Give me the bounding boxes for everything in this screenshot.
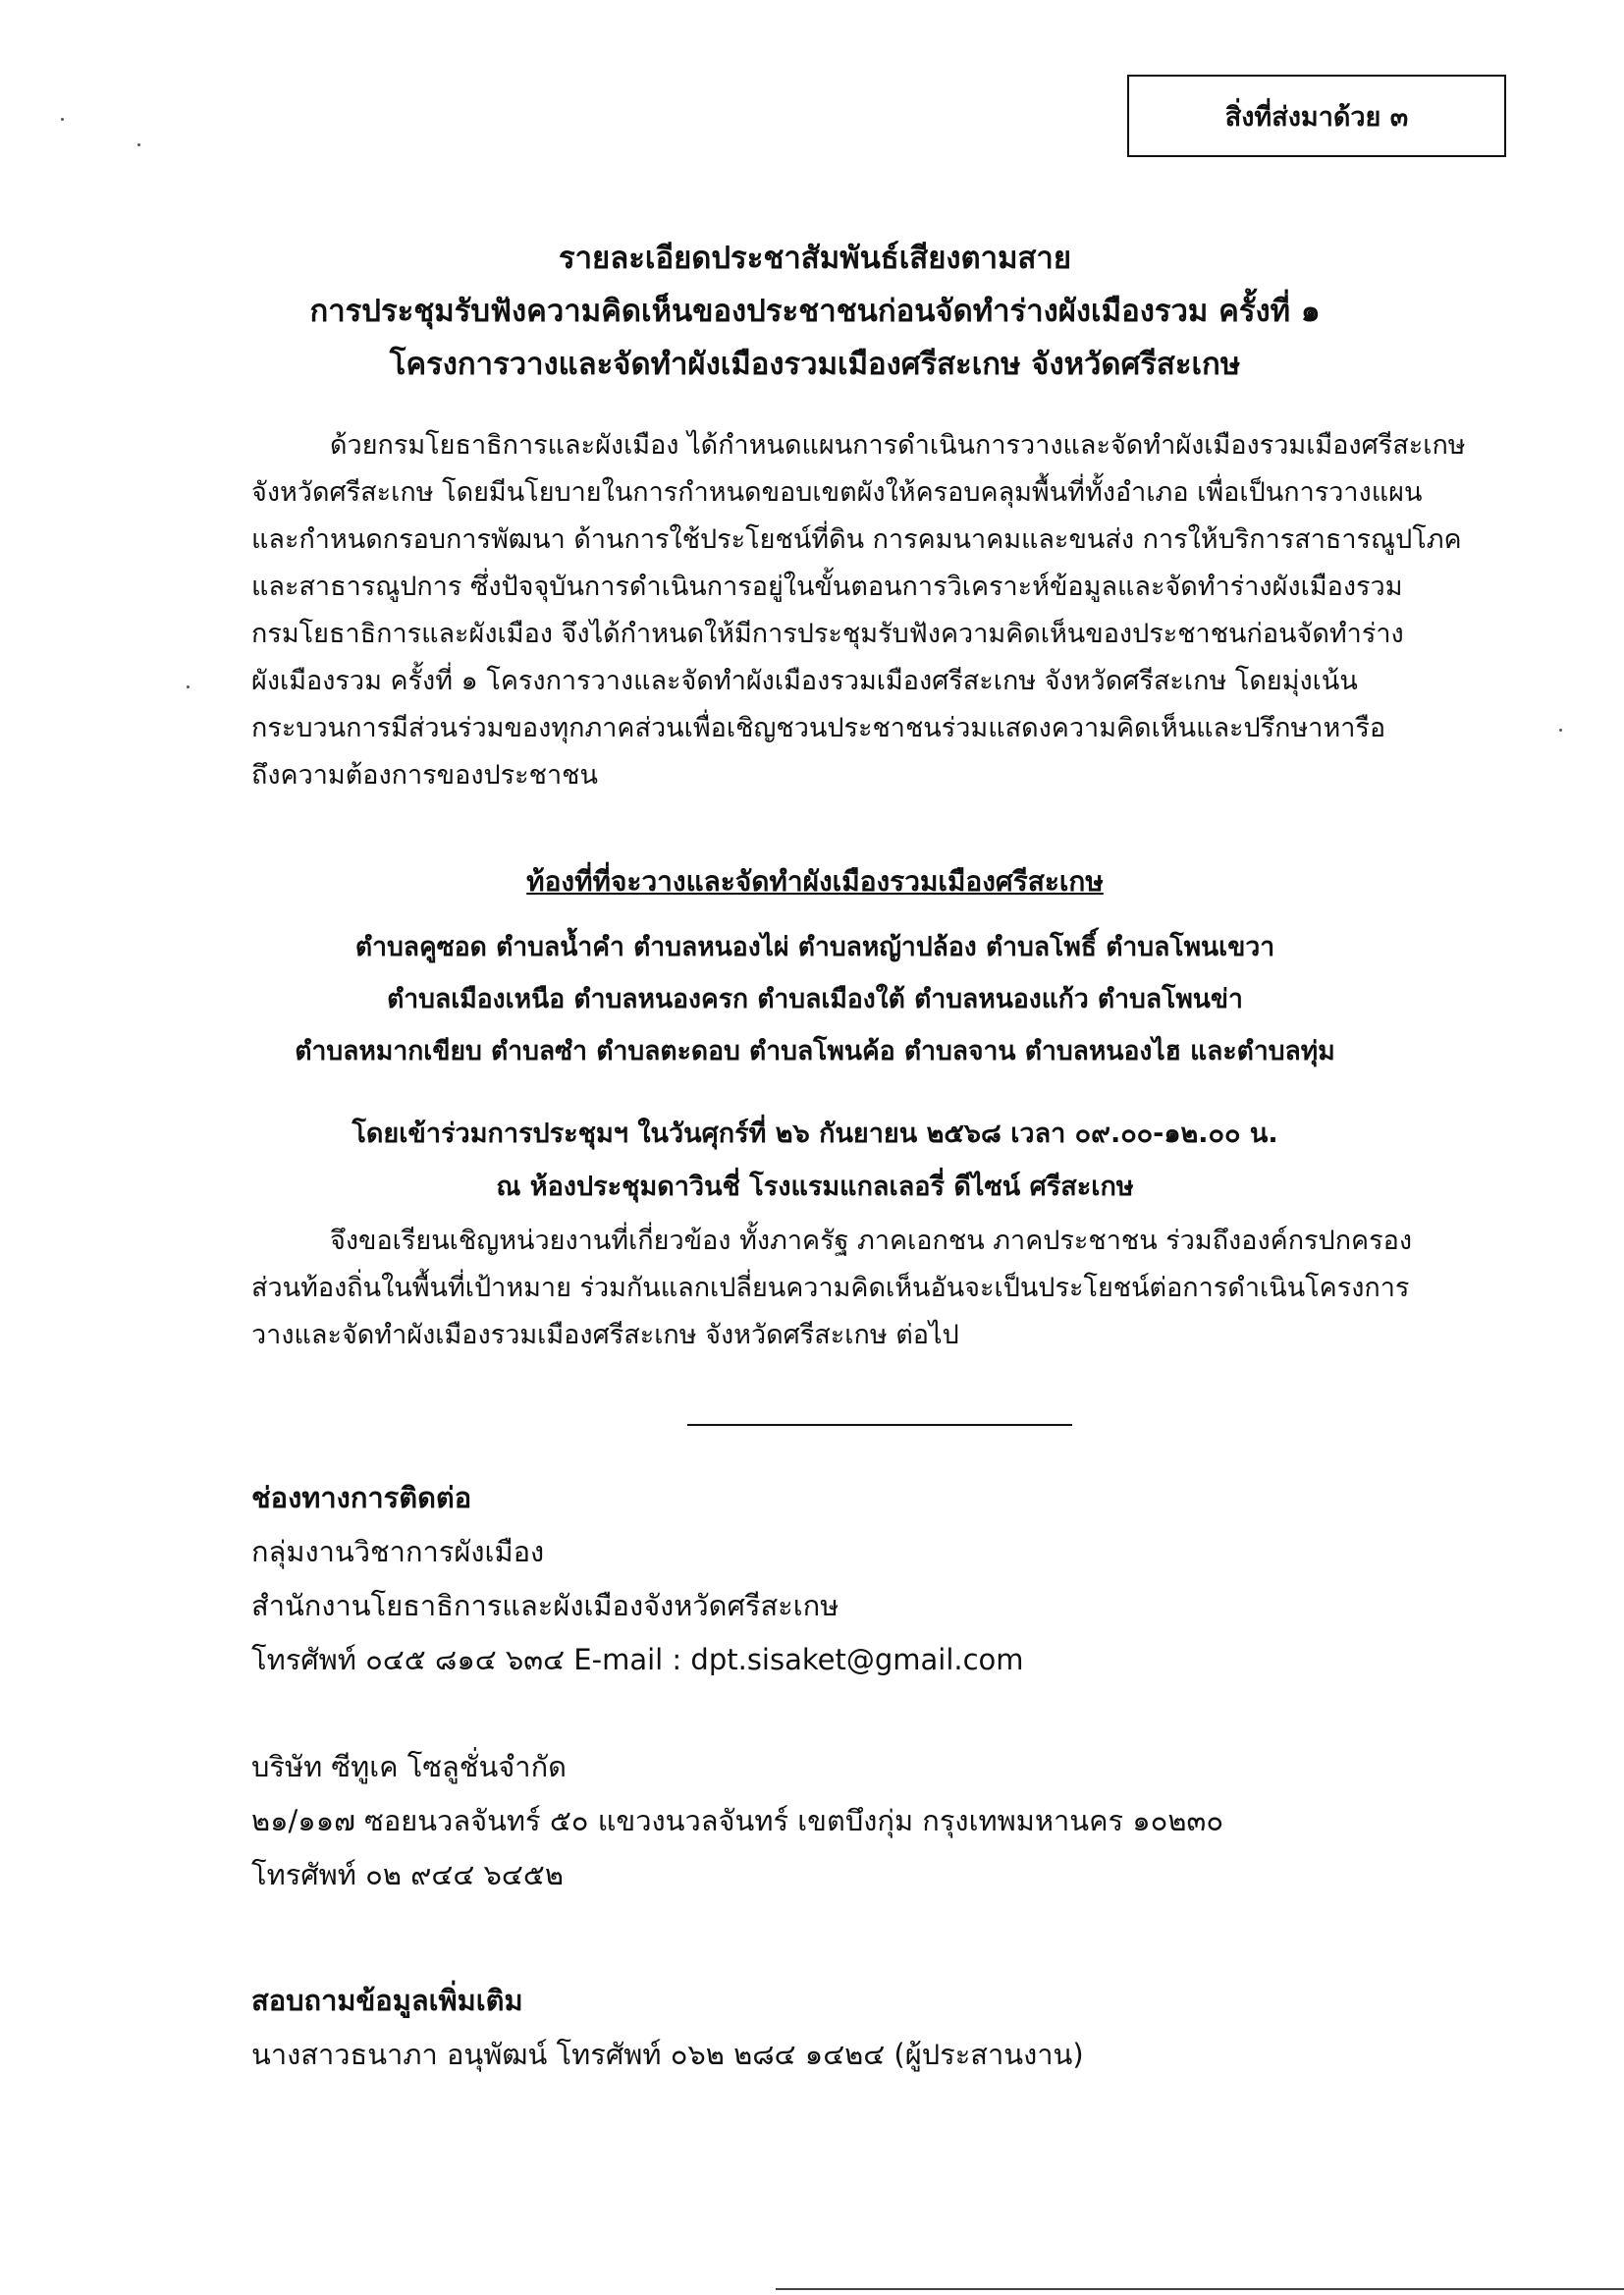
contact-phone-email: โทรศัพท์ ๐๔๕ ๘๑๔ ๖๓๔ E-mail : dpt.sisaket@gmail.com — [251, 1643, 1024, 1676]
invite-paragraph — [251, 1218, 1508, 1359]
invite-line: วางและจัดทำผังเมืองรวมเมืองศรีสะเกษ จังหวัดศรีสะเกษ ต่อไป — [251, 1320, 959, 1350]
intro-line: ถึงความต้องการของประชาชน — [251, 760, 598, 791]
scan-speck — [1559, 729, 1562, 732]
company-name: บริษัท ซีทูเค โซลูชั่นจำกัด — [251, 1750, 567, 1783]
company-phone: โทรศัพท์ ๐๒ ๙๔๔ ๖๔๕๒ — [251, 1858, 564, 1891]
contact-heading: ช่องทางการติดต่อ — [251, 1481, 472, 1514]
intro-line: กระบวนการมีส่วนร่วมของทุกภาคส่วนเพื่อเชิญชวนประชาชนร่วมแสดงความคิดเห็นและปรึกษาหารือ — [251, 713, 1386, 743]
area-line-2: ตำบลเมืองเหนือ ตำบลหนองครก ตำบลเมืองใต้ ตำบลหนองแก้ว ตำบลโพนข่า — [387, 984, 1243, 1014]
scan-edge-line — [776, 2288, 1624, 2290]
title-line-1: รายละเอียดประชาสัมพันธ์เสียงตามสาย — [559, 241, 1071, 276]
intro-paragraph — [251, 422, 1508, 799]
document-title-block — [177, 232, 1453, 391]
meeting-date-time: โดยเข้าร่วมการประชุมฯ ในวันศุกร์ที่ ๒๖ กันยายน ๒๕๖๘ เวลา ๐๙.๐๐-๑๒.๐๐ น. — [352, 1119, 1278, 1149]
scan-speck — [61, 118, 64, 121]
intro-line: จังหวัดศรีสะเกษ โดยมีนโยบายในการกำหนดขอบเขตผังให้ครอบคลุมพื้นที่ทั้งอำเภอ เพื่อเป็นการวางแผน — [251, 477, 1423, 508]
invite-line: ส่วนท้องถิ่นในพื้นที่เป้าหมาย ร่วมกันแลกเปลี่ยนความคิดเห็นอันจะเป็นประโยชน์ต่อการดำเนินโครงการ — [251, 1273, 1410, 1303]
enclosure-label: สิ่งที่ส่งมาด้วย ๓ — [1224, 101, 1409, 133]
title-line-3: โครงการวางและจัดทำผังเมืองรวมเมืองศรีสะเกษ จังหวัดศรีสะเกษ — [389, 347, 1241, 382]
inquiry-heading: สอบถามข้อมูลเพิ่มเติม — [251, 1984, 523, 2017]
meeting-venue: ณ ห้องประชุมดาวินชี่ โรงแรมแกลเลอรี่ ดีไซน์ ศรีสะเกษ — [496, 1172, 1134, 1202]
intro-line: ด้วยกรมโยธาธิการและผังเมือง ได้กำหนดแผนการดำเนินการวางและจัดทำผังเมืองรวมเมืองศรีสะเกษ — [330, 430, 1466, 461]
company-address: ๒๑/๑๑๗ ซอยนวลจันทร์ ๕๐ แขวงนวลจันทร์ เขตบึงกุ่ม กรุงเทพมหานคร ๑๐๒๓๐ — [251, 1804, 1224, 1837]
area-list — [236, 921, 1394, 1077]
inquiry-person: นางสาวธนาภา อนุพัฒน์ โทรศัพท์ ๐๖๒ ๒๘๔ ๑๔๒๔ (ผู้ประสานงาน) — [251, 2038, 1084, 2071]
scan-speck — [137, 143, 140, 146]
inquiry-block — [251, 1974, 1084, 2082]
company-block — [251, 1740, 1223, 1902]
title-line-2: การประชุมรับฟังความคิดเห็นของประชาชนก่อนจัดทำร่างผังเมืองรวม ครั้งที่ ๑ — [309, 294, 1321, 329]
area-line-3: ตำบลหมากเขียบ ตำบลซำ ตำบลตะดอบ ตำบลโพนค้อ ตำบลจาน ตำบลหนองไฮ และตำบลทุ่ม — [295, 1036, 1335, 1066]
contact-group: กลุ่มงานวิชาการผังเมือง — [251, 1535, 545, 1568]
intro-line: และสาธารณูปการ ซึ่งปัจจุบันการดำเนินการอยู่ในขั้นตอนการวิเคราะห์ข้อมูลและจัดทำร่างผังเมืองรวม — [251, 572, 1403, 602]
section-divider — [687, 1424, 1072, 1426]
intro-line: ผังเมืองรวม ครั้งที่ ๑ โครงการวางและจัดทำผังเมืองรวมเมืองศรีสะเกษ จังหวัดศรีสะเกษ โดยมุ่งเน้น — [251, 666, 1358, 696]
contact-office: สำนักงานโยธาธิการและผังเมืองจังหวัดศรีสะเกษ — [251, 1589, 839, 1622]
meeting-details — [295, 1108, 1335, 1214]
enclosure-label-box — [1127, 75, 1506, 157]
intro-line: และกำหนดกรอบการพัฒนา ด้านการใช้ประโยชน์ที่ดิน การคมนาคมและขนส่ง การให้บริการสาธารณูปโภค — [251, 524, 1462, 555]
area-line-1: ตำบลคูซอด ตำบลน้ำคำ ตำบลหนองไผ่ ตำบลหญ้าปล้อง ตำบลโพธิ์ ตำบลโพนเขวา — [354, 932, 1275, 962]
intro-line: กรมโยธาธิการและผังเมือง จึงได้กำหนดให้มีการประชุมรับฟังความคิดเห็นของประชาชนก่อนจัดทำร่าง — [251, 619, 1404, 649]
contact-block — [251, 1471, 1024, 1687]
area-heading: ท้องที่ที่จะวางและจัดทำผังเมืองรวมเมืองศรีสะเกษ — [526, 865, 1104, 898]
scan-speck — [187, 685, 189, 688]
invite-line: จึงขอเรียนเชิญหน่วยงานที่เกี่ยวข้อง ทั้งภาครัฐ ภาคเอกชน ภาคประชาชน ร่วมถึงองค์กรปกครอง — [330, 1226, 1413, 1256]
